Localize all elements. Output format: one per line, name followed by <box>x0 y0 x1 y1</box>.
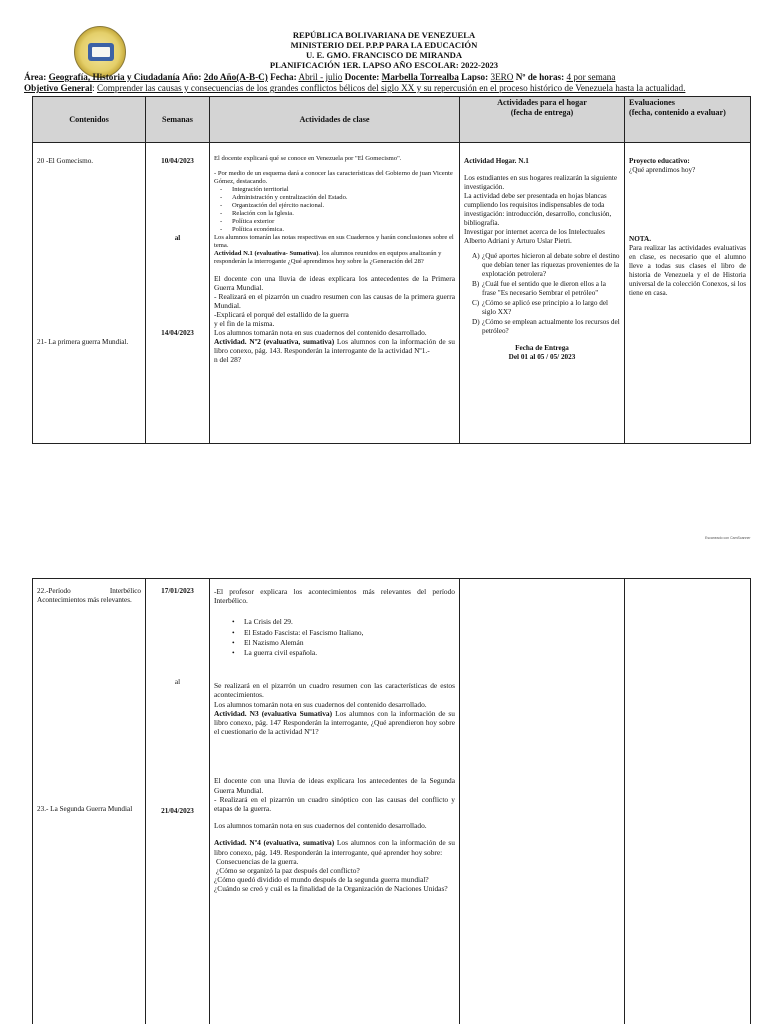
question-letter: D) <box>472 318 480 326</box>
fecha-value: Abril - julio <box>298 72 343 82</box>
list-item <box>464 252 620 279</box>
clase-intro: El docente explicará qué se conoce en Venezuela por "El Gomecismo". <box>214 155 402 162</box>
clase-esquema: - Por medio de un esquema dará a conocer las características del Gobierno de juan Vicente Gómez, destacando. <box>214 170 453 185</box>
question-letter: A) <box>472 252 480 260</box>
list-item <box>464 299 620 317</box>
list-item <box>464 318 620 336</box>
eval-header-sub: (fecha, contenido a evaluar) <box>629 107 726 117</box>
question-letter: B) <box>472 280 480 288</box>
scanner-watermark: Escaneado con CamScanner <box>705 536 751 540</box>
eval-nota-title: NOTA. <box>629 235 652 243</box>
actividades-clase-cell <box>210 143 460 444</box>
semana-al: al <box>174 234 181 242</box>
contenido-gomecismo: 20 -El Gomecismo. <box>37 157 94 165</box>
clase-lista-interbelico <box>214 617 455 657</box>
header-line-3: U. E. GMO. FRANCISCO DE MIRANDA <box>305 50 463 60</box>
clase-actividad-2 <box>214 337 455 355</box>
clase-pregunta-2: ¿Cómo se organizó la paz después del conflicto? <box>216 866 360 876</box>
plan-table-page-1 <box>32 96 750 444</box>
plan-meta <box>24 72 764 94</box>
col-header-semanas: Semanas <box>146 97 210 143</box>
col-header-evaluaciones <box>625 97 751 143</box>
hogar-title: Actividad Hogar. N.1 <box>464 157 529 165</box>
actividad-1-title: Actividad N.1 (evaluativa- Sumativa) <box>214 250 319 257</box>
actividad-4-text: Los alumnos con la información de su libro conexo, pág. 149. Responderán la interrogante, qué aprender hoy sobre: <box>214 838 455 857</box>
list-item: - Relación con la Iglesia. <box>232 210 455 218</box>
list-item <box>464 280 620 298</box>
actividades-hogar-cell <box>460 579 625 1024</box>
evaluaciones-cell <box>625 143 751 444</box>
question-text: ¿Cómo se aplicó ese principio a lo largo del siglo XX? <box>482 299 609 316</box>
hogar-header-sub: (fecha de entrega) <box>510 107 574 117</box>
clase-lluvia-ideas: El docente con una lluvia de ideas explicara los antecedentes de la Segunda Guerra Mundial. <box>214 776 455 795</box>
clase-notas-2: Los alumnos tomarán nota en sus cuadernos del contenido desarrollado. <box>214 821 427 831</box>
hogar-fecha-value: Del 01 al 05 / 05/ 2023 <box>508 353 576 361</box>
clase-lista-gomez <box>214 186 455 234</box>
meta-line-1 <box>24 72 764 83</box>
eval-nota: Para realizar las actividades evaluativas en clase, es necesario que el alumno lleve a todas sus clases el libro de historia de Venezuela y el de Historia universal de la colección Conexos, si los tiene en casa. <box>629 244 746 297</box>
semanas-cell <box>146 143 210 444</box>
eval-title: Proyecto educativo: <box>629 157 690 165</box>
header-line-4: PLANIFICACIÓN 1ER. LAPSO AÑO ESCOLAR: 2022-2023 <box>269 60 499 70</box>
question-letter: C) <box>472 299 480 307</box>
clase-notas-2: Los alumnos tomarán nota en sus cuadernos del contenido desarrollado. <box>214 328 427 337</box>
table-row <box>33 579 751 1024</box>
actividad-3-title: Actividad. N3 (evaluativa Sumativa) <box>214 708 333 718</box>
list-item: • El Estado Fascista: el Fascismo Italiano, <box>232 628 455 637</box>
header-line-2: MINISTERIO DEL P.P.P PARA LA EDUCACIÓN <box>290 40 478 50</box>
objetivo-label: Objetivo General <box>24 83 93 93</box>
clase-notas: Los alumnos tomarán nota en sus cuadernos del contenido desarrollado. <box>214 699 427 709</box>
actividad-4-title: Actividad. Nº4 (evaluativa, sumativa) <box>214 838 335 848</box>
question-text: ¿Cómo se emplean actualmente los recursos del petróleo? <box>482 318 620 335</box>
horas-label: Nº de horas: <box>515 72 565 82</box>
hogar-preguntas <box>464 252 620 336</box>
fecha-label: Fecha: <box>270 72 297 82</box>
list-item: - Integración territorial <box>232 186 455 194</box>
col-header-contenidos: Contenidos <box>33 97 146 143</box>
clase-estallido: -Explicará el porqué del estallido de la guerra <box>214 310 349 319</box>
clase-cuadro-resumen: Se realizará en el pizarrón un cuadro resumen con las características de estos acontecimientos. <box>214 681 455 700</box>
clase-pregunta-3: ¿Cómo quedó dividido el mundo después de la segunda guerra mundial? <box>214 875 429 885</box>
actividad-2-title: Actividad. Nº2 (evaluativa, sumativa) <box>214 337 335 346</box>
actividades-clase-cell <box>210 579 460 1024</box>
contenido-primera-guerra: 21- La primera guerra Mundial. <box>37 338 129 346</box>
clase-pregunta-4: ¿Cuándo se creó y cuál es la finalidad de la Organización de Naciones Unidas? <box>214 884 448 894</box>
actividades-hogar-cell <box>460 143 625 444</box>
question-text: ¿Cuál fue el sentido que le dieron ellos a la frase "Es necesario Sembrar el petróleo" <box>482 280 606 297</box>
hogar-p1: Los estudiantes en sus hogares realizarán la siguiente investigación. <box>464 174 618 191</box>
contenido-interbelico: 22.-Período Interbélico Acontecimientos más relevantes. <box>37 587 141 604</box>
hogar-p3: Investigar por internet acerca de los Intelectuales Alberto Adriani y Arturo Uslar Pietri. <box>464 228 605 245</box>
area-value: Geografía, Historia y Ciudadanía <box>48 72 180 82</box>
plan-table <box>32 96 751 444</box>
document-header <box>0 30 768 70</box>
semana-al: al <box>174 678 181 686</box>
contenidos-cell <box>33 579 146 1024</box>
clase-lluvia-ideas: El docente con una lluvia de ideas explicara los antecedentes de la Primera Guerra Mundial. <box>214 274 455 292</box>
meta-line-2: Objetivo General: Comprender las causas y consecuencias de los grandes conflictos bélicos del siglo XX y su repercusión en el proceso histórico de Venezuela hasta la actualidad. <box>24 83 686 93</box>
header-line-1: REPÚBLICA BOLIVARIANA DE VENEZUELA <box>292 30 476 40</box>
evaluaciones-cell <box>625 579 751 1024</box>
docente-value: Marbella Torrealba <box>381 72 459 82</box>
actividad-3-text: Los alumnos con la información de su libro conexo, pág. 147 Responderán la interrogante, ¿Qué aprendieron hoy sobre el cuestionario de la actividad Nº1? <box>214 708 455 737</box>
plan-table-continued <box>32 578 751 1024</box>
clase-actividad-1 <box>214 250 455 266</box>
semana-fin: 21/04/2023 <box>161 807 194 815</box>
contenidos-cell <box>33 143 146 444</box>
clase-intro: -El profesor explicara los acontecimientos más relevantes del período Interbélico. <box>214 587 455 606</box>
docente-label: Docente: <box>344 72 380 82</box>
clase-cuadro-sinoptico: - Realizará en el pizarrón un cuadro sinóptico con las causas del conflicto y etapas de la guerra. <box>214 794 455 814</box>
plan-table-page-2 <box>32 578 750 1024</box>
clase-pregunta-1: Consecuencias de la guerra. <box>216 856 299 866</box>
list-item: - Organización del ejército nacional. <box>232 202 455 210</box>
semanas-cell <box>146 579 210 1024</box>
lapso-value: 3ERO <box>490 72 514 82</box>
eval-header-title: Evaluaciones <box>629 98 675 107</box>
list-item: - Política exterior <box>232 218 455 226</box>
clase-segundo-bloque <box>214 274 455 364</box>
actividad-1-text: . los alumnos reunidos en equipos analizarán y responderán la interrogante ¿Qué aprendimos hoy sobre la ¿Generación del 28? <box>214 250 442 265</box>
list-item: - Política económica. <box>232 226 455 234</box>
list-item: • El Nazismo Alemán <box>232 638 455 647</box>
table-header-row <box>33 97 751 143</box>
lapso-label: Lapso: <box>461 72 489 82</box>
clase-actividad-3 <box>214 709 455 737</box>
semana-fin: 14/04/2023 <box>161 329 194 337</box>
clase-actividad-4 <box>214 838 455 856</box>
clase-cuadro: - Realizará en el pizarrón un cuadro resumen con las causas de la primera guerra Mundial. <box>214 292 455 310</box>
col-header-actividades-clase: Actividades de clase <box>210 97 460 143</box>
list-item: - Administración y centralización del Estado. <box>232 194 455 202</box>
clase-fin: y el fin de la misma. <box>214 319 275 328</box>
contenido-segunda-guerra: 23.- La Segunda Guerra Mundial <box>37 805 133 813</box>
actividad-2-text: Los alumnos con la información de su libro conexo, pág. 143. Responderán la interrogante de la actividad Nº1.- <box>214 337 455 355</box>
hogar-header-title: Actividades para el hogar <box>497 98 587 107</box>
hogar-fecha-label: Fecha de Entrega <box>515 344 569 352</box>
list-item: • La Crisis del 29. <box>232 617 455 626</box>
objetivo-value: Comprender las causas y consecuencias de los grandes conflictos bélicos del siglo XX y su repercusión en el proceso histórico de Venezuela hasta la actualidad. <box>97 83 686 93</box>
semana-inicio: 10/04/2023 <box>161 157 194 165</box>
clase-actividad-2-tail: n del 28? <box>214 355 242 364</box>
semana-inicio: 17/01/2023 <box>161 587 194 595</box>
list-item: • La guerra civil española. <box>232 648 455 657</box>
col-header-actividades-hogar <box>460 97 625 143</box>
eval-question: ¿Qué aprendimos hoy? <box>629 166 696 174</box>
clase-notas: Los alumnos tomarán las notas respectivas en sus Cuadernos y harán conclusiones sobre el tema. <box>214 234 454 249</box>
table-row <box>33 143 751 444</box>
horas-value: 4 por semana <box>566 72 616 82</box>
question-text: ¿Qué aportes hicieron al debate sobre el destino que debían tener las riquezas provenientes de la explotación petrolera? <box>482 252 620 278</box>
area-label: Área: <box>24 72 47 82</box>
anio-value: 2do Año(A-B-C) <box>203 72 268 82</box>
hogar-p2: La actividad debe ser presentada en hojas blancas cumpliendo los requisitos indispensables de toda investigación: introducción, desarrollo, conclusión, bibliografía. <box>464 192 612 227</box>
anio-label: Año: <box>182 72 202 82</box>
